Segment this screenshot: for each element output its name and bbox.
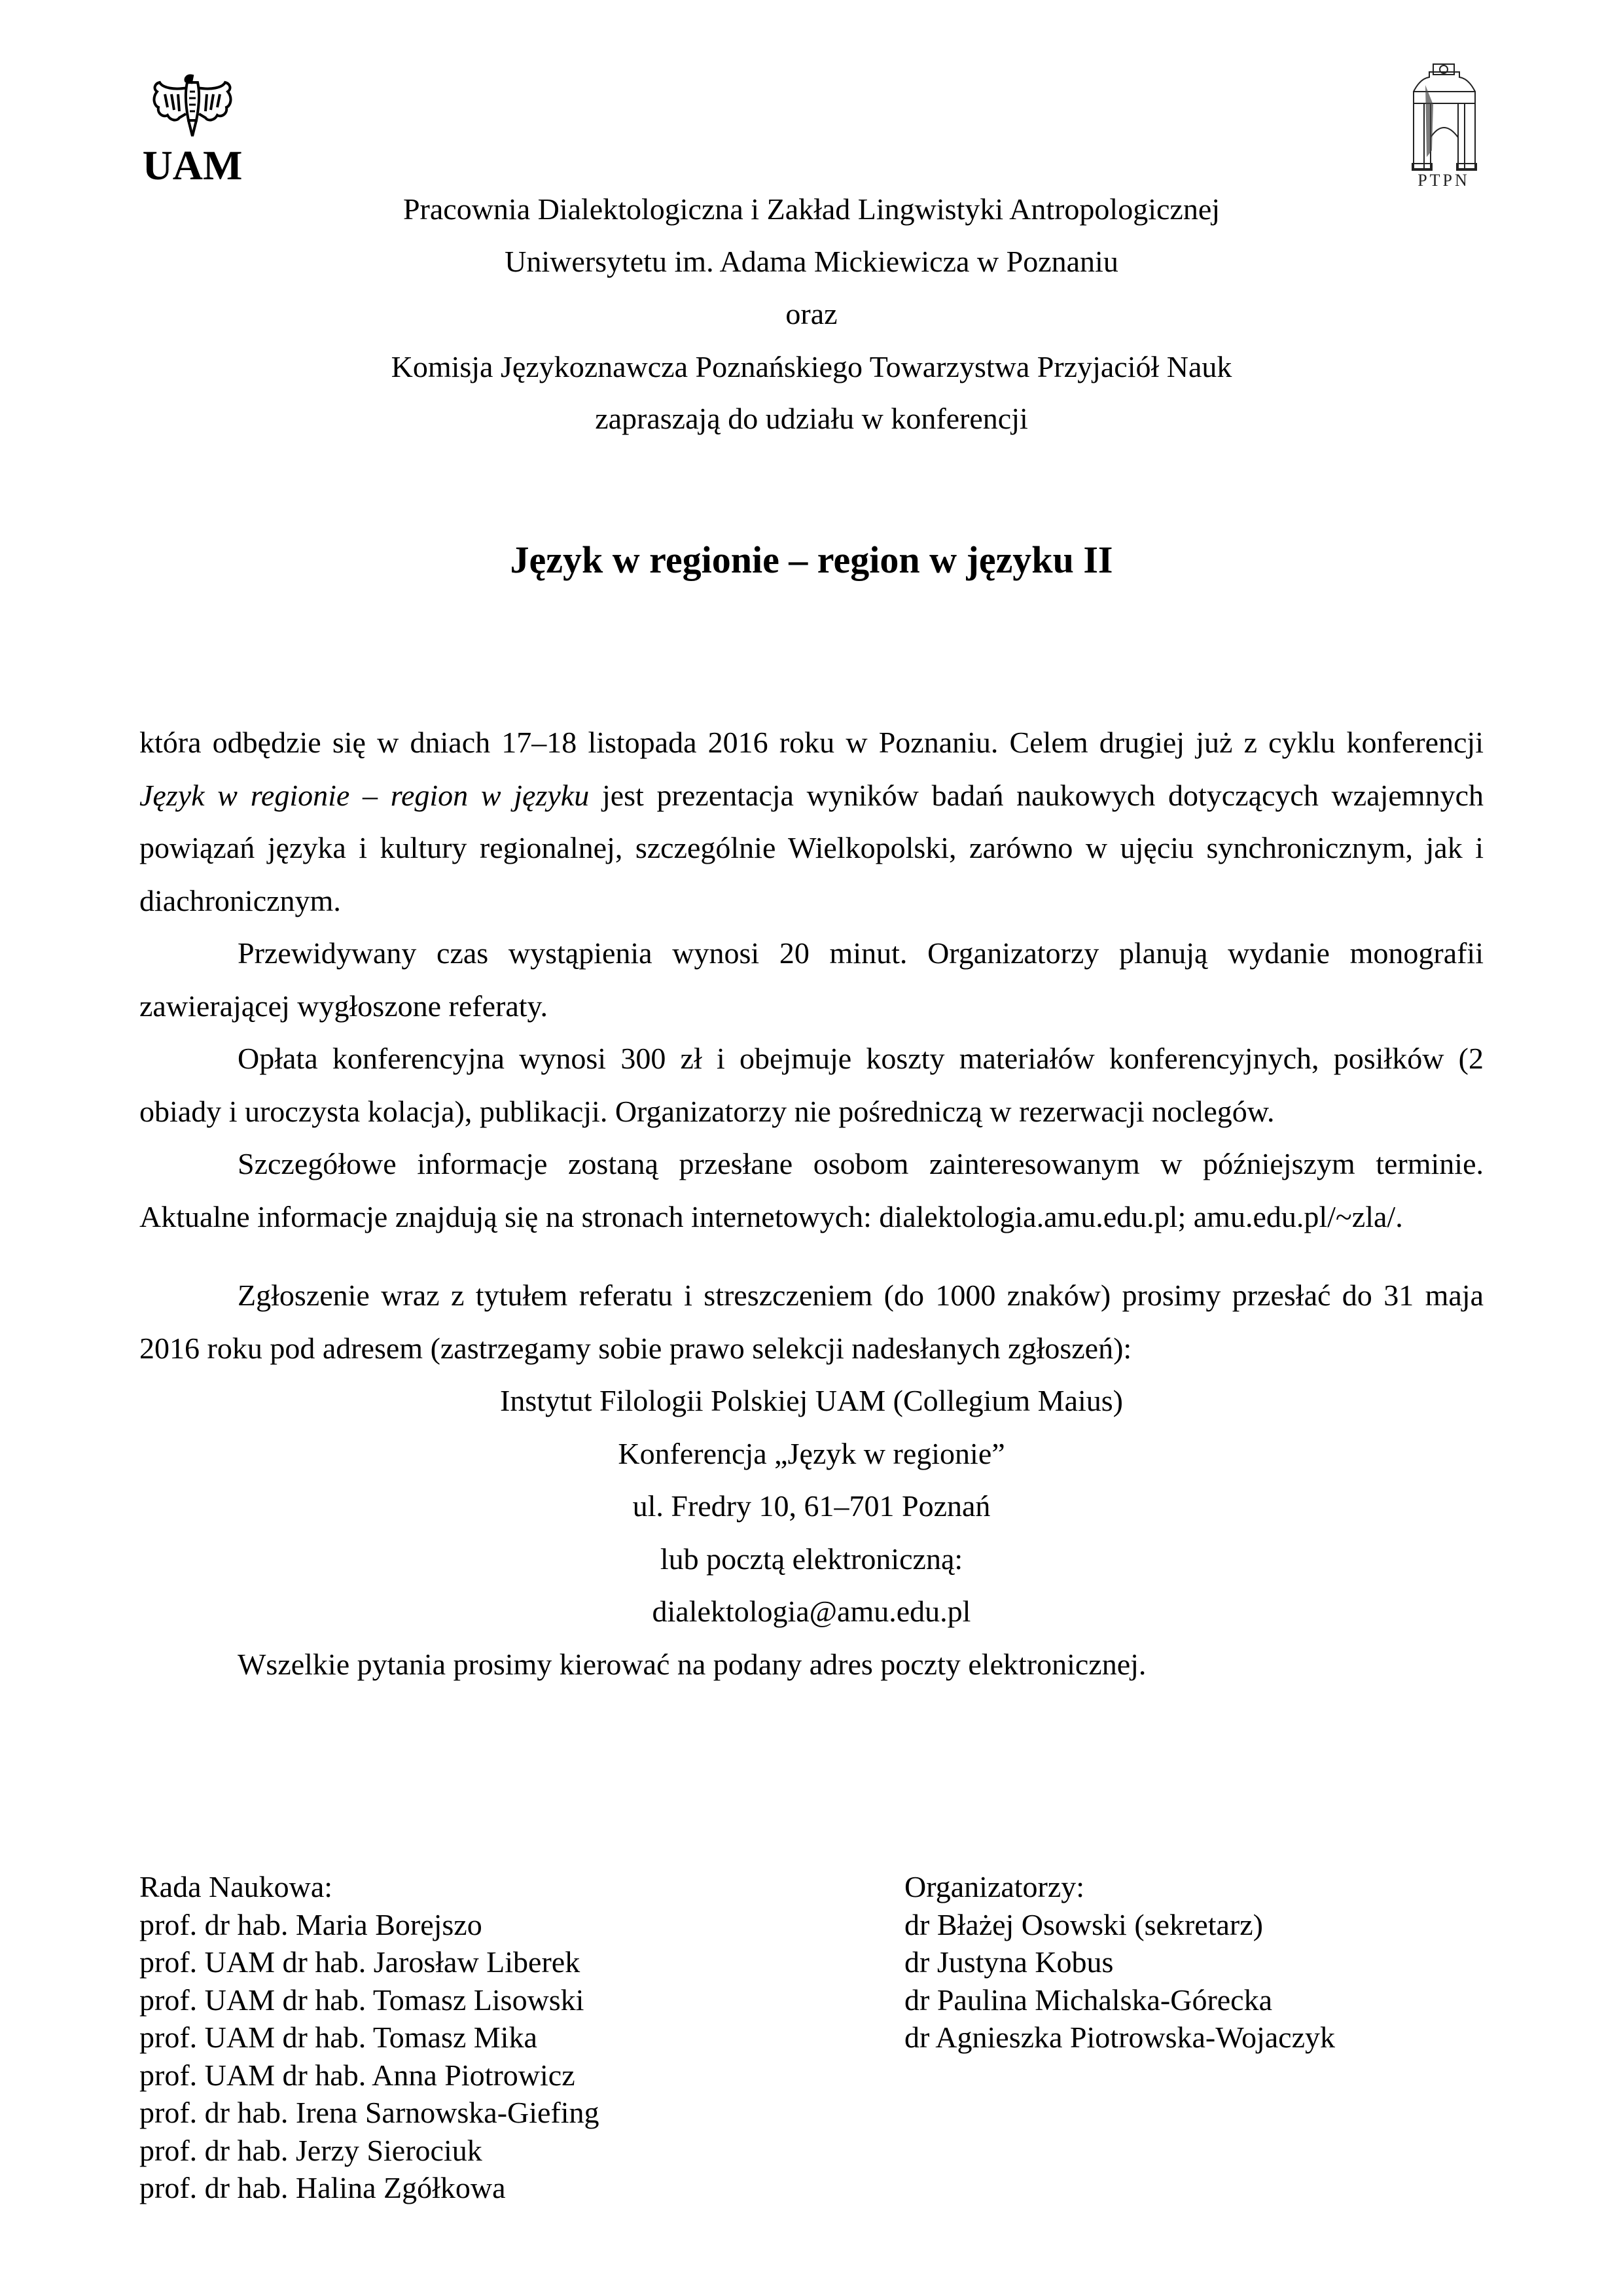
paragraph-duration: Przewidywany czas wystąpienia wynosi 20 minut. Organizatorzy planują wydanie monografii zawierającej wygłoszone referaty.: [139, 936, 1484, 1023]
organizers-heading: Organizatorzy:: [904, 1870, 1085, 1903]
organizer: dr Agnieszka Piotrowska-Wojaczyk: [904, 2021, 1336, 2054]
header-line-3: oraz: [785, 297, 838, 330]
address-line-2: Konferencja „Język w regionie”: [618, 1436, 1005, 1470]
scientific-council: [139, 1868, 599, 2207]
ptpn-arch-icon: [1407, 59, 1480, 190]
header-line-2: Uniwersytetu im. Adama Mickiewicza w Poznaniu: [505, 245, 1118, 278]
council-member: prof. UAM dr hab. Jarosław Liberek: [139, 1945, 580, 1979]
address-line-3: ul. Fredry 10, 61–701 Poznań: [632, 1489, 991, 1523]
paragraph-submission: Zgłoszenie wraz z tytułem referatu i streszczeniem (do 1000 znaków) prosimy przesłać do 31 maja 2016 roku pod adresem (zastrzegamy sobie prawo selekcji nadesłanych zgłoszeń):: [139, 1279, 1484, 1365]
uam-logo: [142, 68, 243, 188]
organizer: dr Błażej Osowski (sekretarz): [904, 1907, 1263, 1941]
organizer: dr Justyna Kobus: [904, 1945, 1114, 1979]
body-text: [139, 716, 1484, 1691]
address-line-1: Instytut Filologii Polskiej UAM (Collegium Maius): [500, 1384, 1123, 1417]
conference-title: Język w regionie – region w języku II: [510, 539, 1113, 581]
ptpn-logo: [1407, 59, 1480, 190]
header-line-5: zapraszają do udziału w konferencji: [595, 402, 1028, 435]
council-member: prof. UAM dr hab. Tomasz Mika: [139, 2021, 537, 2054]
council-member: prof. dr hab. Irena Sarnowska-Giefing: [139, 2096, 599, 2129]
organizers: [904, 1868, 1335, 2057]
ptpn-logo-text: PTPN: [1418, 171, 1470, 190]
header-line-4: Komisja Językoznawcza Poznańskiego Towarzystwa Przyjaciół Nauk: [391, 350, 1232, 383]
uam-logo-text: UAM: [142, 142, 243, 188]
paragraph-info: Szczegółowe informacje zostaną przesłane osobom zainteresowanym w późniejszym terminie. Aktualne informacje znajdują się na stronach internetowych: dialektologia.amu.edu.pl; amu.edu.pl/~zla/.: [139, 1147, 1484, 1233]
address-line-4: lub pocztą elektroniczną:: [660, 1542, 963, 1576]
council-member: prof. dr hab. Maria Borejszo: [139, 1907, 482, 1941]
contact-email[interactable]: dialektologia@amu.edu.pl: [652, 1595, 971, 1628]
council-member: prof. UAM dr hab. Tomasz Lisowski: [139, 1983, 584, 2017]
council-member: prof. dr hab. Halina Zgółkowa: [139, 2171, 506, 2204]
organizer: dr Paulina Michalska-Górecka: [904, 1983, 1273, 2017]
paragraph-fee: Opłata konferencyjna wynosi 300 zł i obejmuje koszty materiałów konferencyjnych, posiłków (2 obiady i uroczysta kolacja), publikacji. Organizatorzy nie pośredniczą w rezerwacji noclegów.: [139, 1042, 1484, 1128]
paragraph-intro: która odbędzie się w dniach 17–18 listopada 2016 roku w Poznaniu. Celem drugiej już z cyklu konferencji Język w regionie – region w języku jest prezentacja wyników badań naukowych dotyczących wzajemnych powiązań języka i kultury regionalnej, szczególnie Wielkopolski, zarówno w ujęciu synchronicznym, jak i diachronicznym.: [139, 726, 1484, 917]
conference-series-name: Język w regionie – region w języku: [139, 778, 590, 812]
council-member: prof. UAM dr hab. Anna Piotrowicz: [139, 2058, 575, 2092]
uam-eagle-icon: [142, 68, 243, 188]
header-line-1: Pracownia Dialektologiczna i Zakład Lingwistyki Antropologicznej: [402, 192, 1221, 226]
scientific-council-heading: Rada Naukowa:: [139, 1870, 333, 1903]
paragraph-questions: Wszelkie pytania prosimy kierować na podany adres poczty elektronicznej.: [238, 1647, 1147, 1681]
council-member: prof. dr hab. Jerzy Sierociuk: [139, 2133, 482, 2167]
